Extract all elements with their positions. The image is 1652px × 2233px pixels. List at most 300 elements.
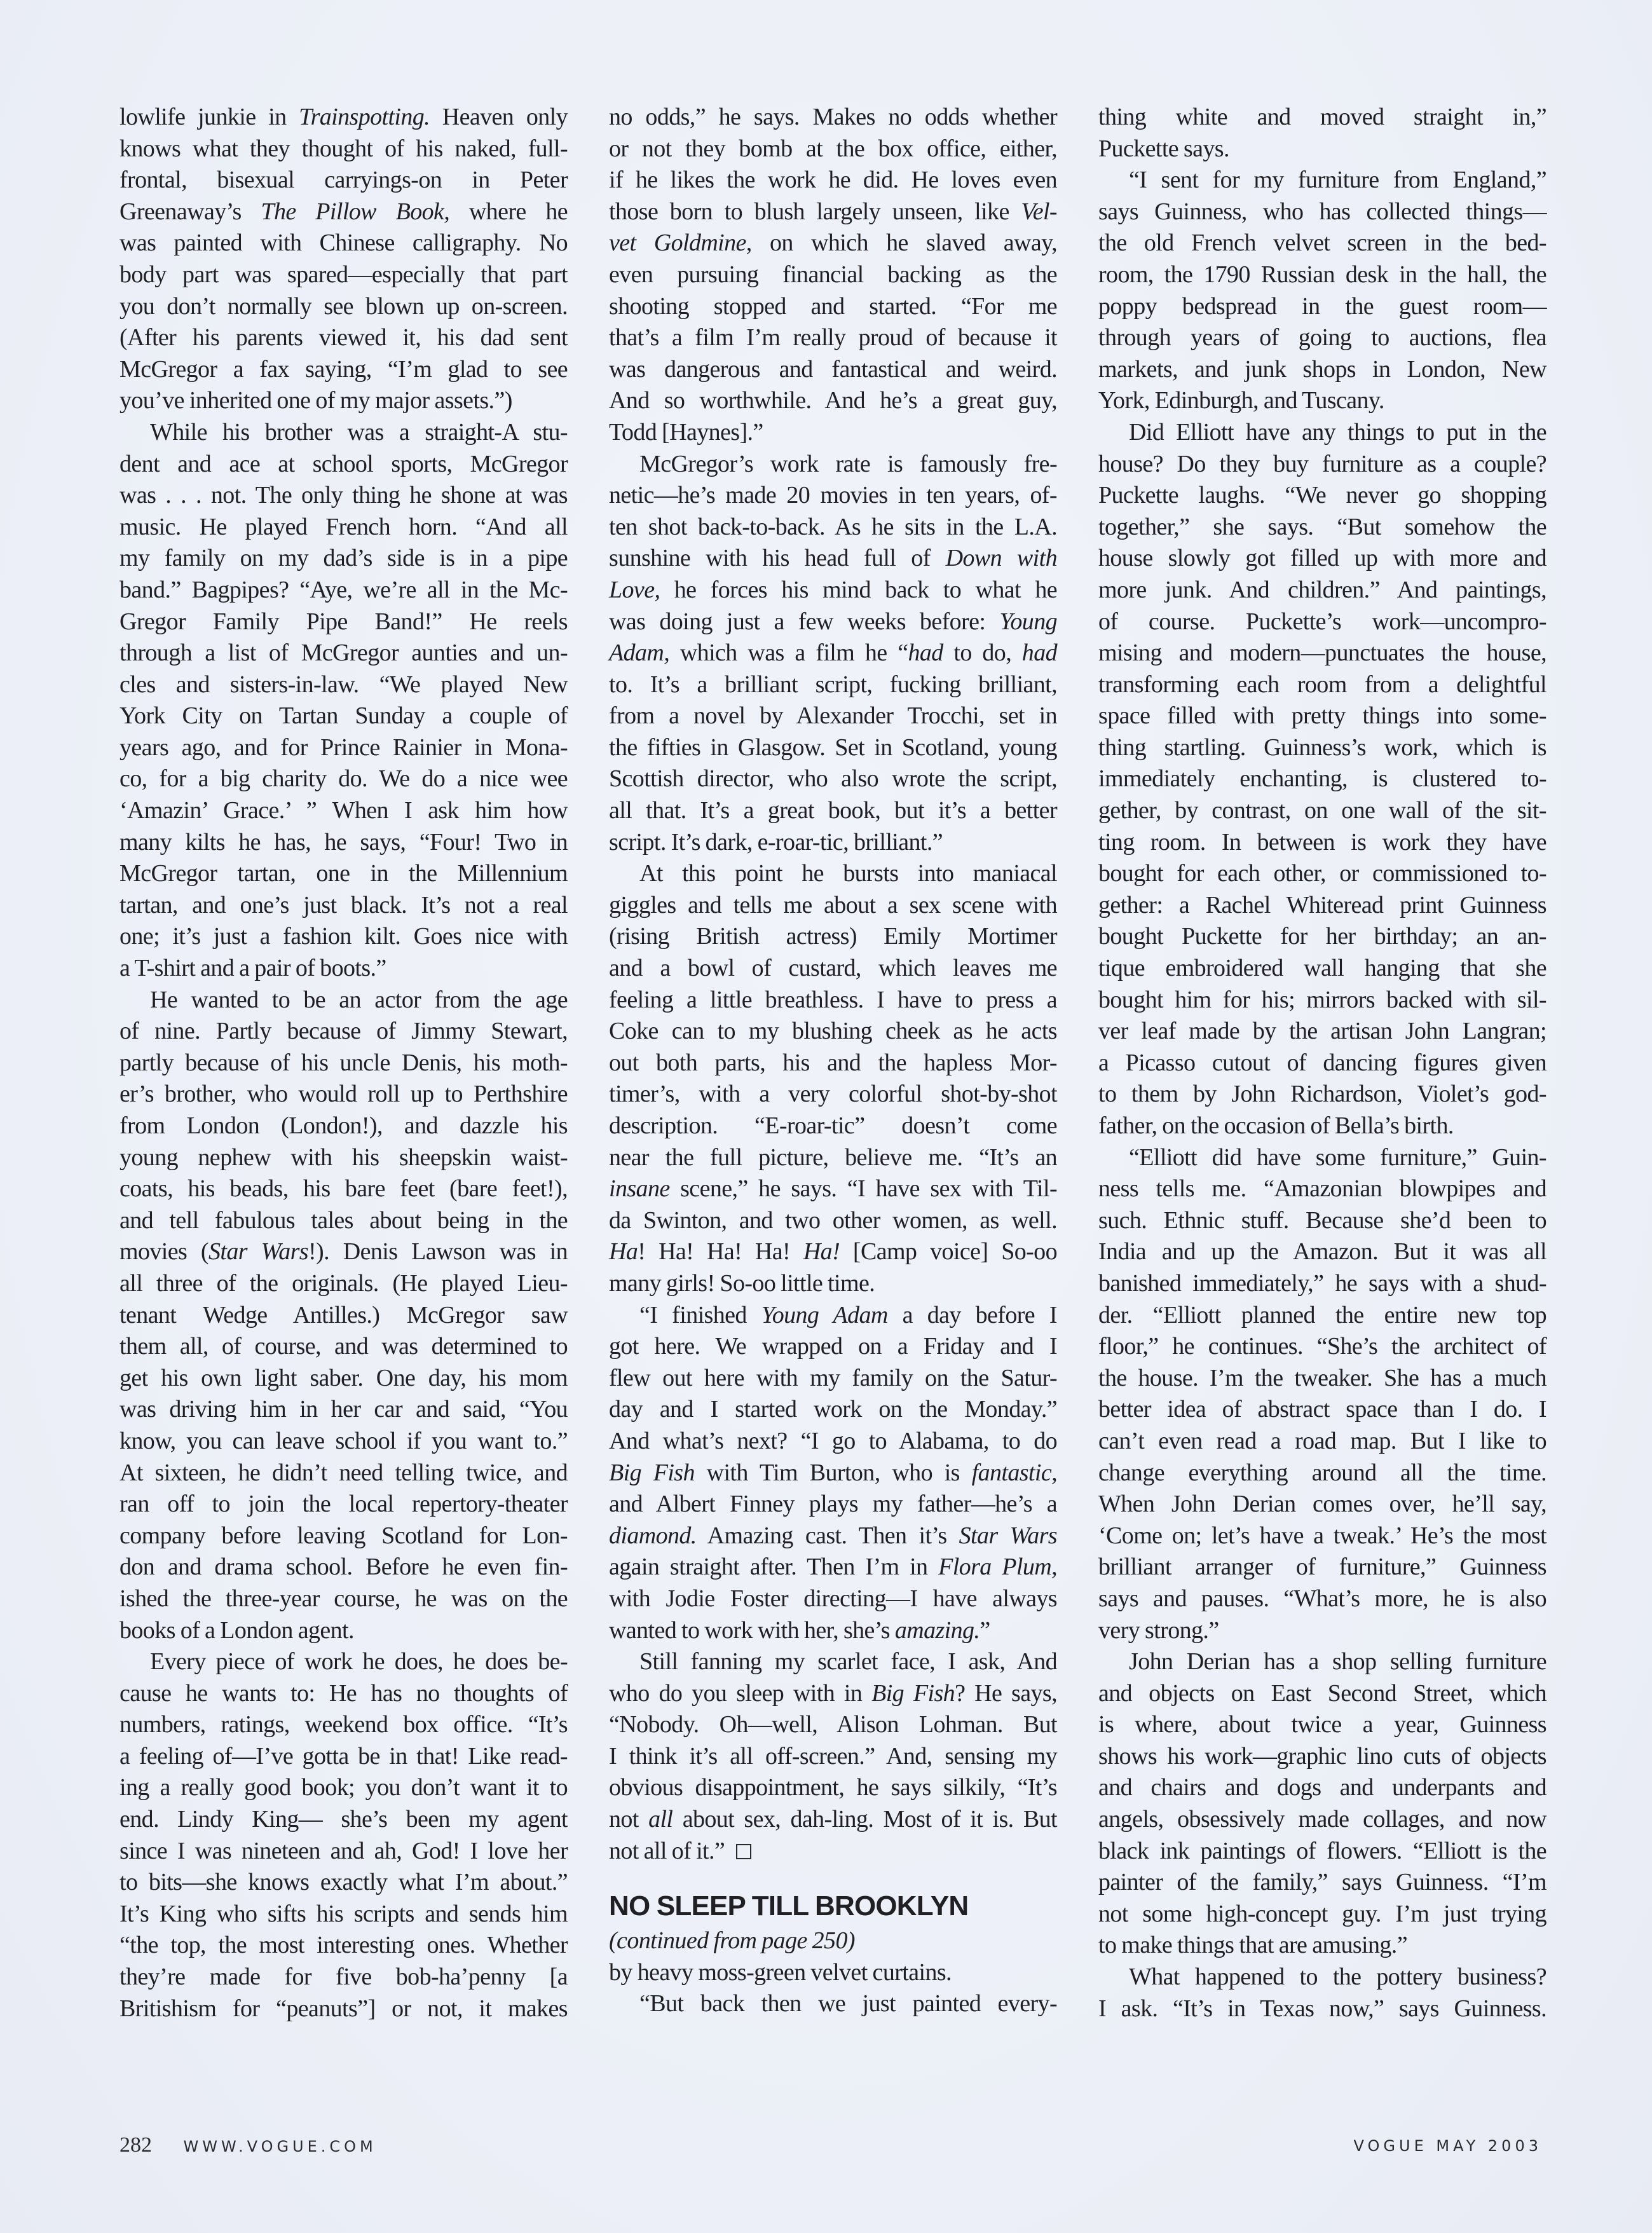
text-line [609, 165, 1057, 196]
article-ending [609, 102, 1057, 1867]
text-line [609, 1110, 1057, 1142]
text-line [1098, 133, 1546, 165]
text-run: space filled with pretty things into some- [1098, 702, 1546, 730]
text-run: he forces his mind back to what he [660, 576, 1057, 603]
text-run: and tell fabulous tales about being in the [119, 1206, 568, 1234]
text-run: What happened to the pottery business? [1129, 1963, 1546, 1991]
text-line [1098, 1962, 1546, 1993]
text-run: I think it’s all off-screen.” And, sensing my [609, 1742, 1057, 1770]
text-run: giggles and tells me about a sex scene with [609, 891, 1057, 918]
text-line [119, 1962, 568, 1993]
text-run: body part was spared—especially that part [119, 261, 568, 288]
text-run: ? He says, [955, 1679, 1058, 1707]
footer-left [119, 2129, 377, 2161]
text-line [119, 1458, 568, 1489]
text-run: them all, of course, and was determined to [119, 1333, 568, 1360]
text-run: from London (London!), and dazzle his [119, 1112, 568, 1139]
text-line [609, 700, 1057, 732]
text-run: McGregor’s work rate is famously fre- [639, 450, 1057, 477]
text-run: ting room. In between is work they have [1098, 828, 1546, 856]
text-run: a day before I [887, 1301, 1057, 1328]
text-run: if he likes the work he did. He loves even [609, 167, 1057, 194]
text-line [609, 953, 1057, 985]
text-run: bought Puckette for her birthday; an an- [1098, 923, 1546, 950]
text-run: black ink paintings of flowers. “Elliott is the [1098, 1837, 1546, 1864]
text-run: John Derian has a shop selling furniture [1129, 1648, 1546, 1676]
text-line [119, 606, 568, 638]
text-run: young nephew with his sheepskin waist- [119, 1144, 568, 1171]
text-run: and chairs and dogs and underpants and [1098, 1774, 1546, 1801]
text-line [609, 417, 1057, 449]
text-run: music. He played French horn. “And all [119, 513, 568, 540]
text-run: coats, his beads, his bare feet (bare feet!), [119, 1175, 568, 1203]
text-run: Gregor Family Pipe Band!” He reels [119, 608, 568, 635]
text-line [1098, 827, 1546, 859]
text-run: When John Derian comes over, he’ll say, [1098, 1491, 1546, 1518]
text-run: you’ve inherited one of my major assets.”) [119, 387, 512, 414]
text-line [609, 322, 1057, 354]
text-line [1098, 669, 1546, 701]
text-run: flew out here with my family on the Satur- [609, 1364, 1057, 1391]
text-run: room, the 1790 Russian desk in the hall, the [1098, 261, 1546, 288]
footer-right [1354, 2129, 1542, 2161]
text-line [119, 1489, 568, 1520]
text-run: house? Do they buy furniture as a couple? [1098, 450, 1546, 477]
text-run: wanted to work with her, she’s [609, 1616, 895, 1644]
text-run: to make things that are amusing.” [1098, 1932, 1407, 1959]
text-line [1098, 1836, 1546, 1868]
text-line [1098, 953, 1546, 985]
text-run: to bits—she knows exactly what I’m about.” [119, 1869, 568, 1896]
text-line [609, 1583, 1057, 1615]
text-line [1098, 1142, 1546, 1174]
italic-title: Flora Plum, [938, 1554, 1057, 1581]
text-line [609, 669, 1057, 701]
text-line [1098, 921, 1546, 953]
text-line [1098, 165, 1546, 196]
text-line [119, 1048, 568, 1079]
text-line [609, 259, 1057, 291]
text-line [119, 1394, 568, 1426]
text-line [119, 795, 568, 827]
text-run: years ago, and for Prince Rainier in Mona- [119, 734, 568, 761]
text-line [1098, 1110, 1546, 1142]
text-line [119, 1205, 568, 1237]
text-run: York, Edinburgh, and Tuscany. [1098, 387, 1384, 414]
text-line [119, 1678, 568, 1710]
text-run: cause he wants to: He has no thoughts of [119, 1679, 568, 1707]
text-run: McGregor tartan, one in the Millennium [119, 860, 568, 887]
text-line [609, 1016, 1057, 1048]
text-line [119, 1583, 568, 1615]
text-run: painter of the family,” says Guinness. “I’m [1098, 1869, 1546, 1896]
text-line [1098, 1205, 1546, 1237]
italic-title: Star Wars [959, 1522, 1057, 1549]
text-line [119, 669, 568, 701]
text-line [119, 259, 568, 291]
text-line [609, 1205, 1057, 1237]
website-url: WWW.VOGUE.COM [183, 2138, 377, 2155]
text-run: by heavy moss-green velvet curtains. [609, 1958, 952, 1986]
text-line [119, 858, 568, 890]
text-run: says and pauses. “What’s more, he is also [1098, 1585, 1546, 1612]
text-line [1098, 1458, 1546, 1489]
text-run: !). Denis Lawson was in [308, 1238, 568, 1266]
text-run: co, for a big charity do. We do a nice wee [119, 765, 568, 793]
text-line [1098, 1552, 1546, 1583]
text-run: to do, [943, 639, 1022, 667]
text-line [1098, 1741, 1546, 1773]
text-run: Amazing cast. Then it’s [696, 1522, 959, 1549]
italic-title: amazing. [894, 1616, 980, 1644]
text-run: netic—he’s made 20 movies in ten years, of- [609, 482, 1057, 509]
italic-title: The Pillow Book, [261, 198, 450, 225]
text-run: At this point he bursts into maniacal [639, 860, 1057, 887]
text-run: numbers, ratings, weekend box office. “It’s [119, 1711, 568, 1738]
text-run: very strong.” [1098, 1616, 1219, 1644]
text-line [119, 827, 568, 859]
text-line [609, 638, 1057, 669]
text-line [119, 1236, 568, 1268]
text-run: (After his parents viewed it, his dad sent [119, 324, 568, 352]
text-line [609, 1836, 1057, 1868]
text-line [1098, 1678, 1546, 1710]
text-run: movies ( [119, 1238, 208, 1266]
text-run: Coke can to my blushing cheek as he acts [609, 1018, 1057, 1045]
text-run: ver leaf made by the artisan John Langran; [1098, 1018, 1546, 1045]
text-run: sunshine with his head full of [609, 545, 946, 572]
text-line [1098, 102, 1546, 133]
text-run: Every piece of work he does, he does be- [150, 1648, 568, 1676]
text-line [609, 1079, 1057, 1110]
italic-title: Young [999, 608, 1057, 635]
page-number: 282 [119, 2133, 152, 2157]
text-line [1098, 1394, 1546, 1426]
text-run: not all of it.” [609, 1837, 730, 1864]
text-line [609, 1363, 1057, 1395]
text-run: At sixteen, he didn’t need telling twice, and [119, 1459, 568, 1486]
text-line [609, 1804, 1057, 1836]
text-run: to. It’s a brilliant script, fucking brilliant, [609, 671, 1057, 698]
text-line [609, 1957, 1057, 1989]
text-run: “Nobody. Oh—well, Alison Lohman. But [609, 1711, 1057, 1738]
text-line [119, 480, 568, 512]
text-run: tartan, and one’s just black. It’s not a real [119, 891, 568, 918]
text-run: many girls! So-oo little time. [609, 1269, 875, 1297]
text-run: father, on the occasion of Bella’s birth. [1098, 1112, 1454, 1139]
italic-title: all [648, 1806, 673, 1833]
text-run: And what’s next? “I go to Alabama, to do [609, 1427, 1057, 1454]
text-line [119, 953, 568, 985]
text-run: ” [980, 1616, 990, 1644]
text-line [1098, 291, 1546, 323]
text-line [609, 795, 1057, 827]
text-line [609, 512, 1057, 543]
text-line [1098, 322, 1546, 354]
text-line [609, 606, 1057, 638]
text-line [609, 385, 1057, 417]
text-run: Todd [Haynes].” [609, 418, 763, 446]
text-run: end. Lindy King— she’s been my agent [119, 1806, 568, 1833]
italic-title: Down with [945, 545, 1057, 572]
text-run: better idea of abstract space than I do. I [1098, 1396, 1546, 1423]
text-line [119, 228, 568, 259]
text-run: floor,” he continues. “She’s the architect of [1098, 1333, 1546, 1360]
text-run: got here. We wrapped on a Friday and I [609, 1333, 1057, 1360]
text-line [609, 732, 1057, 764]
text-line [119, 1993, 568, 2025]
text-line [609, 827, 1057, 859]
text-line [609, 763, 1057, 795]
text-run: obvious disappointment, he says silkily, “It’s [609, 1774, 1057, 1801]
text-line [119, 1016, 568, 1048]
text-run: day and I started work on the Monday.” [609, 1396, 1057, 1423]
text-line [609, 1772, 1057, 1804]
text-run: was . . . not. The only thing he shone at was [119, 482, 568, 509]
text-run: was painted with Chinese calligraphy. No [119, 229, 568, 257]
text-run: on which he slaved away, [751, 229, 1057, 257]
text-run: script. It’s dark, e-roar-tic, brilliant.” [609, 828, 943, 856]
text-run: Still fanning my scarlet face, I ask, And [639, 1648, 1057, 1676]
text-run: er’s brother, who would roll up to Perthshire [119, 1081, 568, 1108]
text-line [609, 1678, 1057, 1710]
text-run: scene,” he says. “I have sex with Til- [669, 1175, 1057, 1203]
text-run: and a bowl of custard, which leaves me [609, 955, 1057, 982]
text-line [609, 1709, 1057, 1741]
text-run: [Camp voice] So-oo [840, 1238, 1057, 1266]
italic-title: Vel- [1021, 198, 1057, 225]
text-line [119, 1173, 568, 1205]
text-run: those born to blush largely unseen, like [609, 198, 1021, 225]
text-line [1098, 890, 1546, 922]
italic-title: diamond. [609, 1522, 697, 1549]
text-run: frontal, bisexual carryings-on in Peter [119, 167, 568, 194]
text-run: lowlife junkie in [119, 104, 299, 130]
text-run: again straight after. Then I’m in [609, 1554, 939, 1581]
text-line [1098, 1993, 1546, 2025]
text-run: even pursuing financial backing as the [609, 261, 1057, 288]
text-line [1098, 480, 1546, 512]
text-line [609, 480, 1057, 512]
text-line [609, 1426, 1057, 1458]
text-run: books of a London agent. [119, 1616, 354, 1644]
text-run: description. “E-roar-tic” doesn’t come [609, 1112, 1057, 1139]
text-line [119, 1363, 568, 1395]
text-line [1098, 1899, 1546, 1930]
italic-title: Ha! [803, 1238, 840, 1266]
text-run: dent and ace at school sports, McGregor [119, 450, 568, 477]
text-line [609, 196, 1057, 228]
text-run: Greenaway’s [119, 198, 261, 225]
end-of-article-square-icon [736, 1844, 751, 1859]
text-run: says Guinness, who has collected things— [1098, 198, 1546, 225]
text-line [119, 1426, 568, 1458]
text-run: Britishism for “peanuts”] or not, it makes [119, 1995, 568, 2022]
text-line [609, 1646, 1057, 1678]
text-run: near the full picture, believe me. “It’s an [609, 1144, 1057, 1171]
text-run: Scottish director, who also wrote the script, [609, 765, 1057, 793]
text-run: Puckette says. [1098, 135, 1229, 162]
text-line [609, 1268, 1057, 1300]
text-run: with Jodie Foster directing—I have always [609, 1585, 1057, 1612]
text-run: feeling a little breathless. I have to press a [609, 986, 1057, 1013]
text-run: out both parts, his and the hapless Mor- [609, 1049, 1057, 1076]
text-line [1098, 512, 1546, 543]
text-line [1098, 228, 1546, 259]
text-run: partly because of his uncle Denis, his moth- [119, 1049, 568, 1076]
text-line [1098, 1709, 1546, 1741]
text-run: “I finished [639, 1301, 761, 1328]
text-run: tenant Wedge Antilles.) McGregor saw [119, 1301, 568, 1328]
text-run: a feeling of—I’ve gotta be in that! Like read- [119, 1742, 568, 1770]
italic-title: Star Wars [208, 1238, 308, 1266]
text-run: He wanted to be an actor from the age [150, 986, 568, 1013]
text-run: through years of going to auctions, flea [1098, 324, 1546, 352]
text-run: angels, obsessively made collages, and now [1098, 1806, 1546, 1833]
italic-title: Ha [609, 1238, 638, 1266]
text-run: And so worthwhile. And he’s a great guy, [609, 387, 1057, 414]
text-line [119, 732, 568, 764]
text-run: Heaven only [430, 104, 568, 130]
text-line [119, 385, 568, 417]
text-run: It’s King who sifts his scripts and sends him [119, 1900, 568, 1927]
text-line [1098, 354, 1546, 386]
text-run: and Albert Finney plays my father—he’s a [609, 1491, 1057, 1518]
text-run: the old French velvet screen in the bed- [1098, 229, 1546, 257]
text-run: banished immediately,” he says with a shud- [1098, 1269, 1546, 1297]
text-line [119, 1552, 568, 1583]
italic-title: Young Adam [761, 1301, 888, 1328]
text-line [119, 1836, 568, 1868]
text-line [609, 228, 1057, 259]
italic-title: had [1021, 639, 1057, 667]
text-line [609, 102, 1057, 133]
text-line [119, 165, 568, 196]
text-line [1098, 1867, 1546, 1899]
text-run: was dangerous and fantastical and weird. [609, 355, 1057, 383]
text-run: through a list of McGregor aunties and un- [119, 639, 568, 667]
italic-title: vet Goldmine, [609, 229, 752, 257]
text-line [1098, 1615, 1546, 1647]
text-line [609, 133, 1057, 165]
text-run: gether, by contrast, on one wall of the sit- [1098, 797, 1546, 824]
text-line [119, 763, 568, 795]
text-run: bought for each other, or commissioned to- [1098, 860, 1546, 887]
text-line [609, 1394, 1057, 1426]
text-run: know, you can leave school if you want to.” [119, 1427, 568, 1454]
text-run: the house. I’m the tweaker. She has a much [1098, 1364, 1546, 1391]
text-run: house slowly got filled up with more and [1098, 545, 1546, 572]
text-line [1098, 1583, 1546, 1615]
text-line [609, 1741, 1057, 1773]
text-line [1098, 1930, 1546, 1962]
text-run: ‘Amazin’ Grace.’ ” When I ask him how [119, 797, 568, 824]
continued-from-note: (continued from page 250) [609, 1927, 855, 1955]
text-line [609, 1300, 1057, 1332]
text-run: is where, about twice a year, Guinness [1098, 1711, 1546, 1738]
text-run: Puckette laughs. “We never go shopping [1098, 482, 1546, 509]
text-line [119, 1772, 568, 1804]
text-line [1098, 1016, 1546, 1048]
section-heading: NO SLEEP TILL BROOKLYN [609, 1890, 969, 1922]
text-line [1098, 1772, 1546, 1804]
italic-title: fantastic, [971, 1459, 1057, 1486]
text-run: all three of the originals. (He played Lieu- [119, 1269, 568, 1297]
text-line [609, 1142, 1057, 1174]
text-line [119, 512, 568, 543]
text-line [119, 1804, 568, 1836]
text-line [119, 1331, 568, 1363]
text-line [119, 102, 568, 133]
text-run: ness tells me. “Amazonian blowpipes and [1098, 1175, 1546, 1203]
text-run: the fifties in Glasgow. Set in Scotland, young [609, 734, 1057, 761]
text-line [1098, 732, 1546, 764]
text-line [1098, 1520, 1546, 1552]
text-line [119, 449, 568, 481]
text-run: about sex, dah-ling. Most of it is. But [672, 1806, 1057, 1833]
text-run: they’re made for five bob-ha’penny [a [119, 1963, 568, 1991]
text-line [1098, 858, 1546, 890]
text-line [1098, 1489, 1546, 1520]
text-run: or not they bomb at the box office, either, [609, 135, 1057, 162]
text-run: transforming each room from a delightful [1098, 671, 1546, 698]
italic-title: insane [609, 1175, 670, 1203]
text-line [1098, 385, 1546, 417]
text-run: mising and modern—punctuates the house, [1098, 639, 1546, 667]
text-line [119, 1300, 568, 1332]
text-run: a T-shirt and a pair of boots.” [119, 955, 386, 982]
text-line [119, 1741, 568, 1773]
text-line [609, 1988, 1057, 2020]
text-line [609, 1458, 1057, 1489]
text-line [1098, 1268, 1546, 1300]
text-run: da Swinton, and two other women, as well. [609, 1206, 1057, 1234]
text-run: one; it’s just a fashion kilt. Goes nice with [119, 923, 568, 950]
text-run: gether: a Rachel Whiteread print Guinness [1098, 891, 1546, 918]
text-run: not [609, 1806, 649, 1833]
text-run: since I was nineteen and ah, God! I love her [119, 1837, 568, 1864]
text-line [1098, 1646, 1546, 1678]
text-run: many kilts he has, he says, “Four! Two in [119, 828, 568, 856]
text-run: timer’s, with a very colorful shot-by-shot [609, 1081, 1057, 1108]
text-run: together,” she says. “But somehow the [1098, 513, 1546, 540]
italic-title: Trainspotting. [299, 104, 430, 130]
text-line [1098, 795, 1546, 827]
text-line [119, 1268, 568, 1300]
issue-date: VOGUE MAY 2003 [1353, 2137, 1542, 2155]
text-run: that’s a film I’m really proud of because it [609, 324, 1057, 352]
text-run: ! Ha! Ha! Ha! [638, 1238, 803, 1266]
text-line [119, 543, 568, 575]
text-line [119, 354, 568, 386]
text-line [119, 1899, 568, 1930]
text-line [119, 575, 568, 606]
text-column-2 [609, 102, 1057, 2020]
text-run: more junk. And children.” And paintings, [1098, 576, 1546, 603]
text-run: shows his work—graphic lino cuts of objects [1098, 1742, 1546, 1770]
text-line [1098, 1426, 1546, 1458]
text-run: poppy bedspread in the guest room— [1098, 292, 1546, 320]
text-column-1 [119, 102, 568, 2025]
text-line [609, 1615, 1057, 1647]
text-run: tique embroidered wall hanging that she [1098, 955, 1546, 982]
italic-title: Adam, [609, 639, 670, 667]
text-line [1098, 1236, 1546, 1268]
text-line [119, 985, 568, 1016]
text-line [119, 1110, 568, 1142]
text-line [119, 133, 568, 165]
text-line [609, 1331, 1057, 1363]
